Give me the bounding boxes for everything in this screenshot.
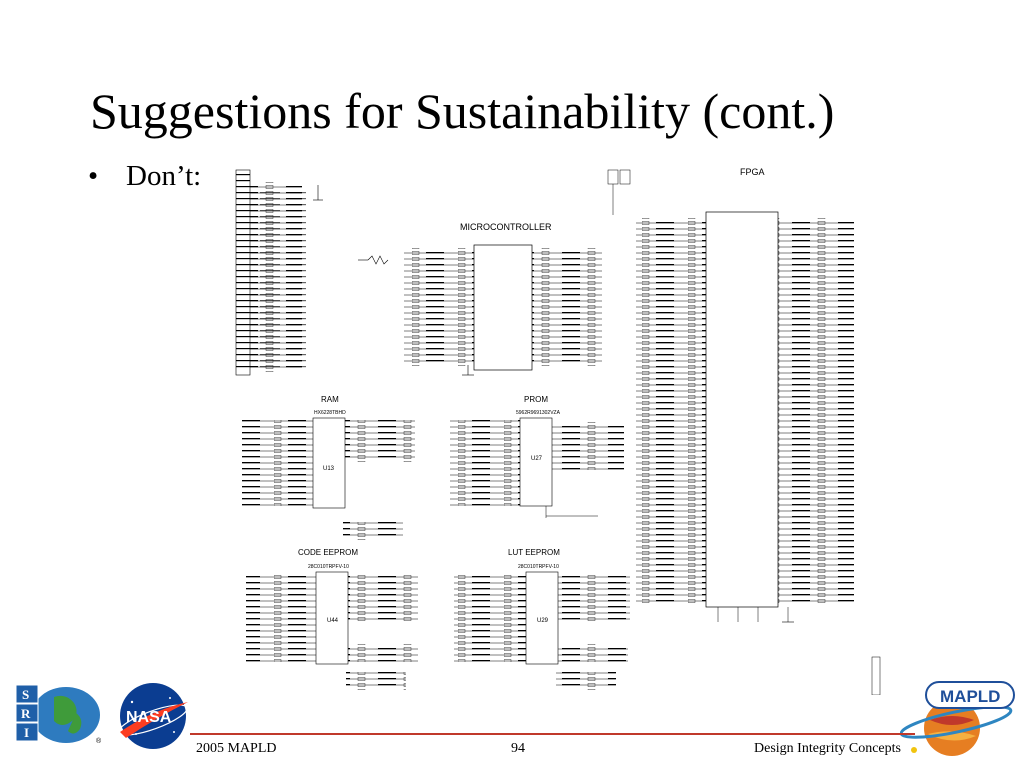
slide-title: Suggestions for Sustainability (cont.) [90, 83, 835, 139]
u44-label: U44 [327, 618, 339, 624]
bullet-item [88, 160, 201, 193]
mapld-logo [900, 672, 1018, 764]
svg-text:S: S [22, 687, 30, 702]
u27-label: U27 [531, 456, 543, 462]
svg-text:NASA: NASA [126, 709, 172, 726]
code-eeprom-label: CODE EEPROM [298, 548, 359, 557]
svg-text:MAPLD: MAPLD [940, 687, 1001, 706]
bullet-dot: • [88, 160, 99, 192]
nasa-logo [112, 680, 194, 752]
lut-eeprom-part: 28C010TRPFV-10 [518, 564, 559, 570]
lut-eeprom-label: LUT EEPROM [508, 548, 560, 557]
u29-label: U29 [537, 618, 549, 624]
svg-text:®: ® [96, 738, 102, 745]
footer-page-number: 94 [511, 741, 525, 756]
connector-block [236, 170, 323, 375]
prom-block [450, 395, 624, 518]
footer-conference: 2005 MAPLD [196, 741, 277, 756]
footer-company: Design Integrity Concepts [754, 741, 901, 756]
svg-text:R: R [21, 706, 31, 721]
code-eeprom-part: 28C010TRPFV-10 [308, 564, 349, 570]
schematic-diagram [228, 160, 888, 695]
prom-part: 5962R9691302VZA [516, 410, 560, 416]
fpga-label: FPGA [740, 167, 765, 177]
fpga-block [608, 167, 880, 695]
bullet-text: Don’t: [126, 160, 202, 192]
sri-logo [14, 683, 104, 745]
prom-label: PROM [524, 395, 548, 404]
footer-divider [190, 733, 915, 735]
ram-label: RAM [321, 395, 339, 404]
svg-text:I: I [24, 725, 30, 740]
microcontroller-label: MICROCONTROLLER [460, 222, 552, 232]
lut-eeprom-block [454, 548, 630, 690]
microcontroller-block [358, 222, 602, 375]
u13-label: U13 [323, 466, 335, 472]
ram-block [242, 395, 415, 540]
ram-part: HX6228TBHD [314, 410, 346, 416]
code-eeprom-block [246, 548, 418, 690]
